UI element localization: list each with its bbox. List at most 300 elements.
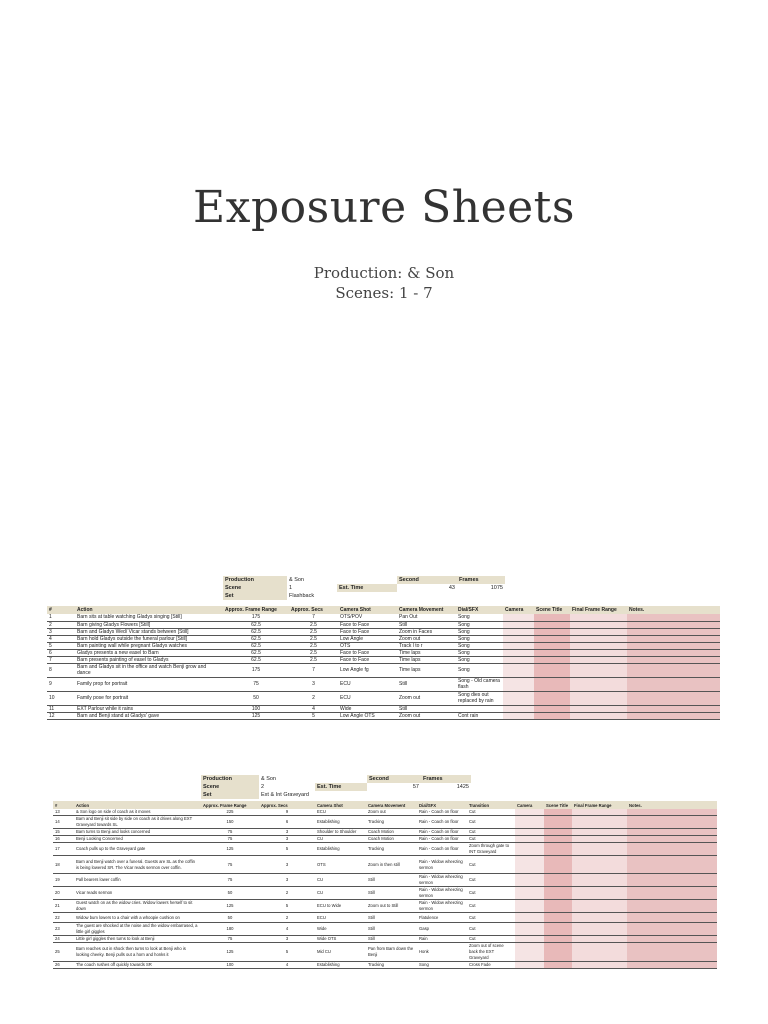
cell-dial-sfx: Song (456, 663, 503, 677)
cell-approx-secs: 5 (289, 712, 338, 719)
cell-approx-secs: 2.5 (289, 649, 338, 656)
table-row (47, 614, 720, 621)
cell-approx-secs: 5 (259, 943, 315, 962)
cell-camera-shot: Face to Face (338, 621, 397, 628)
cell-number: 22 (53, 913, 74, 923)
cell-notes (627, 614, 720, 621)
cell-camera-shot: CU (315, 887, 366, 900)
cell-approx-secs: 2.5 (289, 642, 338, 649)
table-row (53, 874, 717, 887)
cell-scene-title (534, 712, 570, 719)
cell-notes (627, 829, 717, 836)
cell-transition: Cut (467, 816, 515, 829)
cell-action: EXT Parlour while it rains (75, 705, 223, 712)
cell-dial-sfx: Song dies out replaced by rain (456, 691, 503, 705)
cell-approx-frame-range: 62.5 (223, 628, 289, 635)
cell-camera (503, 621, 534, 628)
cell-number: 25 (53, 943, 74, 962)
header-final-frame-range: Final Frame Range (570, 606, 627, 614)
document-title: Exposure Sheets (193, 182, 575, 233)
cell-approx-frame-range: 50 (201, 913, 259, 923)
cell-approx-secs: 2.5 (289, 628, 338, 635)
cell-camera-shot: ECU (338, 691, 397, 705)
cell-scene-title (534, 663, 570, 677)
cell-approx-frame-range: 75 (201, 856, 259, 874)
cell-number: 14 (53, 816, 74, 829)
set-label: Set (201, 791, 259, 799)
set-value: Flashback (287, 592, 337, 600)
cell-number: 9 (47, 677, 75, 691)
cell-camera-shot: OTS (315, 856, 366, 874)
cell-notes (627, 705, 720, 712)
cell-camera-movement: Pan Out (397, 614, 456, 621)
cell-camera-shot: CU (315, 874, 366, 887)
cell-scene-title (544, 836, 572, 843)
table-row (53, 900, 717, 913)
header-number: # (47, 606, 75, 614)
cell-camera-movement: Time laps (397, 663, 456, 677)
production-subtitle: Production: & Son (313, 264, 455, 282)
header-approx-frame-range: Approx. Frame Range (201, 801, 259, 809)
cell-camera (503, 663, 534, 677)
second-label: Second (367, 775, 421, 783)
cell-action: Barn painting wall while pregnant Gladys watches (75, 642, 223, 649)
table-row (53, 843, 717, 856)
cell-camera-movement: Zoom out to Still (366, 900, 417, 913)
header-action: Action (75, 606, 223, 614)
cell-scene-title (544, 943, 572, 962)
cell-approx-frame-range: 62.5 (223, 656, 289, 663)
cell-camera (515, 936, 544, 943)
cell-approx-secs: 9 (259, 809, 315, 816)
cell-number: 8 (47, 663, 75, 677)
cell-action: Coach pulls up to the Graveyard gate (74, 843, 201, 856)
cell-camera-movement: Pan from Barn down the Benji (366, 943, 417, 962)
table-row (47, 712, 720, 719)
cell-action: Barn and Benji watch over a funeral. Guests are SL as the coffin is being lowered SR. The Vicar reads sermon over coffin. (74, 856, 201, 874)
cell-final-frame-range (570, 677, 627, 691)
cell-camera-shot: Face to Face (338, 649, 397, 656)
cell-approx-frame-range: 62.5 (223, 621, 289, 628)
cell-dial-sfx: Cont rain (456, 712, 503, 719)
cell-dial-sfx: Rain - Widow wheezing sermon (417, 900, 467, 913)
cell-camera-shot: ECU to Wide (315, 900, 366, 913)
cell-notes (627, 856, 717, 874)
cell-action: The guest are shocked at the noise and the widow embarrased, a little girl giggles (74, 923, 201, 936)
cell-number: 4 (47, 635, 75, 642)
cell-approx-secs: 2.5 (289, 621, 338, 628)
cell-dial-sfx: Rain - Widow wheezing sermon (417, 887, 467, 900)
header-scene-title: Scene Title (544, 801, 572, 809)
cell-final-frame-range (570, 649, 627, 656)
set-label: Set (223, 592, 287, 600)
cell-camera-movement: Zoom in then still (366, 856, 417, 874)
set-value: Ext & Int Graveyard (259, 791, 315, 799)
cell-camera-shot: Face to Face (338, 656, 397, 663)
cell-camera (503, 635, 534, 642)
cell-approx-secs: 4 (259, 962, 315, 969)
scenes-subtitle: Scenes: 1 - 7 (335, 284, 433, 302)
cell-approx-frame-range: 225 (201, 809, 259, 816)
cell-approx-frame-range: 75 (201, 936, 259, 943)
cell-camera (515, 923, 544, 936)
cell-scene-title (544, 936, 572, 943)
cell-approx-frame-range: 50 (223, 691, 289, 705)
cell-action: Barn and Benji sit side by side on coach as it drives along EXT Graveyard towards SL (74, 816, 201, 829)
cell-camera (515, 962, 544, 969)
cell-action: Barn sits at table watching Gladys singing [Still] (75, 614, 223, 621)
cell-final-frame-range (572, 843, 627, 856)
cell-camera-shot: Low Angle OTS (338, 712, 397, 719)
cell-camera-movement: Time laps (397, 649, 456, 656)
cell-action: Barn reaches out in shock then turns to look at Benji who is looking cheeky. Benji pulls out a horn and honks it (74, 943, 201, 962)
cell-final-frame-range (572, 829, 627, 836)
cell-camera-movement: Still (397, 705, 456, 712)
table-row (47, 621, 720, 628)
table-row (47, 628, 720, 635)
table-row (47, 705, 720, 712)
cell-action: Vicar reads sermon (74, 887, 201, 900)
cell-approx-frame-range: 175 (223, 614, 289, 621)
second-value: 43 (397, 584, 457, 592)
cell-approx-frame-range: 125 (223, 712, 289, 719)
header-approx-frame-range: Approx. Frame Range (223, 606, 289, 614)
cell-notes (627, 836, 717, 843)
cell-approx-secs: 4 (259, 923, 315, 936)
cell-notes (627, 943, 717, 962)
cell-camera-shot: Mid CU (315, 943, 366, 962)
cell-transition: Cross Fade (467, 962, 515, 969)
cell-number: 20 (53, 887, 74, 900)
cell-number: 16 (53, 836, 74, 843)
cell-camera-shot: Low Angle fg (338, 663, 397, 677)
cell-camera-shot: Shoulder to Shoulder (315, 829, 366, 836)
cell-camera-movement: Track l to r (397, 642, 456, 649)
cell-scene-title (544, 856, 572, 874)
cell-scene-title (534, 614, 570, 621)
header-dial-sfx: Dial/SFX (417, 801, 467, 809)
cell-dial-sfx: Rain (417, 936, 467, 943)
cell-dial-sfx: Rain - Coach on floor (417, 816, 467, 829)
cell-approx-secs: 6 (259, 816, 315, 829)
cell-camera-shot: Wide (338, 705, 397, 712)
cell-approx-secs: 7 (289, 614, 338, 621)
cell-approx-frame-range: 175 (223, 663, 289, 677)
cell-final-frame-range (570, 712, 627, 719)
cell-notes (627, 962, 717, 969)
cell-action: Family prop for portrait (75, 677, 223, 691)
cell-camera-movement: Time laps (397, 656, 456, 663)
cell-approx-secs: 5 (259, 900, 315, 913)
cell-final-frame-range (570, 635, 627, 642)
cell-camera (515, 829, 544, 836)
cell-action: Pall bearers lower coffin (74, 874, 201, 887)
cell-notes (627, 691, 720, 705)
cell-notes (627, 642, 720, 649)
scene-label: Scene (201, 783, 259, 791)
header-camera-movement: Camera Movement (397, 606, 456, 614)
cell-number: 12 (47, 712, 75, 719)
cell-approx-frame-range: 100 (223, 705, 289, 712)
table-row (47, 635, 720, 642)
cell-camera-movement: Still (366, 887, 417, 900)
cell-transition: Cut (467, 936, 515, 943)
cell-scene-title (534, 635, 570, 642)
cell-number: 5 (47, 642, 75, 649)
cell-scene-title (534, 656, 570, 663)
header-number: # (53, 801, 74, 809)
cell-number: 26 (53, 962, 74, 969)
cell-approx-frame-range: 62.5 (223, 649, 289, 656)
cell-number: 21 (53, 900, 74, 913)
cell-number: 2 (47, 621, 75, 628)
cell-approx-frame-range: 75 (201, 874, 259, 887)
cell-camera-movement: Still (366, 936, 417, 943)
cell-camera-movement: Still (366, 923, 417, 936)
cell-dial-sfx: Song (456, 635, 503, 642)
cell-final-frame-range (570, 656, 627, 663)
cell-action: Barn and Gladys Wed/ Vicar stands between [Still] (75, 628, 223, 635)
cell-camera-movement: Tracking (366, 962, 417, 969)
cell-action: Barn and Gladys sit in the office and watch Benji grow and dance (75, 663, 223, 677)
cell-approx-frame-range: 62.5 (223, 635, 289, 642)
cell-dial-sfx: Honk (417, 943, 467, 962)
cell-final-frame-range (570, 628, 627, 635)
cell-camera (503, 691, 534, 705)
cell-notes (627, 887, 717, 900)
cell-approx-secs: 3 (259, 829, 315, 836)
second-label: Second (397, 576, 457, 584)
cell-transition: Cut (467, 913, 515, 923)
cell-camera-shot: CU (315, 836, 366, 843)
cell-final-frame-range (570, 642, 627, 649)
cell-approx-secs: 2 (259, 887, 315, 900)
cell-camera (503, 628, 534, 635)
table-row (53, 923, 717, 936)
cell-camera-movement: Coach Motion (366, 829, 417, 836)
cell-dial-sfx: Rain - Widow wheezing sermon (417, 874, 467, 887)
cell-approx-frame-range: 62.5 (223, 642, 289, 649)
cell-action: Guest watch on as the widow cries. Widow lowers herself to sit down (74, 900, 201, 913)
cell-approx-secs: 2.5 (289, 656, 338, 663)
scene1-meta-table (223, 576, 505, 600)
cell-camera (515, 943, 544, 962)
cell-approx-secs: 4 (289, 705, 338, 712)
cell-camera-movement: Still (397, 677, 456, 691)
cell-final-frame-range (572, 856, 627, 874)
cell-dial-sfx: Rain - Coach on floor (417, 809, 467, 816)
cell-scene-title (534, 705, 570, 712)
scene-value: 2 (259, 783, 315, 791)
cell-approx-secs: 5 (259, 843, 315, 856)
table-row (47, 691, 720, 705)
cell-camera-shot: Establishing (315, 843, 366, 856)
cell-dial-sfx: Song (456, 649, 503, 656)
est-time-label: Est. Time (337, 584, 397, 592)
table-row (47, 649, 720, 656)
cell-dial-sfx: Rain - Widow wheezing sermon (417, 856, 467, 874)
cell-dial-sfx: Gasp (417, 923, 467, 936)
cell-final-frame-range (572, 816, 627, 829)
cell-approx-secs: 2 (289, 691, 338, 705)
cell-camera-movement: Still (366, 913, 417, 923)
cell-scene-title (544, 962, 572, 969)
cell-camera-shot: Face to Face (338, 628, 397, 635)
cell-transition: Cut (467, 856, 515, 874)
cell-transition: Cut (467, 829, 515, 836)
cell-dial-sfx: Rain - Coach on floor (417, 843, 467, 856)
cell-camera (515, 887, 544, 900)
cell-camera-shot: ECU (338, 677, 397, 691)
cell-dial-sfx: Song (456, 621, 503, 628)
cell-transition: Cut (467, 836, 515, 843)
cell-dial-sfx: Song (456, 656, 503, 663)
cell-number: 1 (47, 614, 75, 621)
header-dial-sfx: Dial/SFX (456, 606, 503, 614)
cell-transition: Zoom through gate to INT Graveyard (467, 843, 515, 856)
header-camera-movement: Camera Movement (366, 801, 417, 809)
cell-transition: Cut (467, 900, 515, 913)
table-row (47, 677, 720, 691)
cell-dial-sfx: Song (456, 614, 503, 621)
cell-action: Barn hold Gladys outside the funeral parlour [Still] (75, 635, 223, 642)
cell-number: 18 (53, 856, 74, 874)
cell-approx-frame-range: 50 (201, 887, 259, 900)
cell-approx-secs: 3 (259, 856, 315, 874)
cell-transition: Cut (467, 887, 515, 900)
cell-final-frame-range (572, 900, 627, 913)
cell-final-frame-range (572, 962, 627, 969)
cell-camera-movement: Zoom out (397, 712, 456, 719)
cell-transition: Zoom out of scene back the EXT Graveyard (467, 943, 515, 962)
table-row (53, 962, 717, 969)
cell-final-frame-range (570, 691, 627, 705)
cell-camera-shot: ECU (315, 913, 366, 923)
cell-camera-movement: Tracking (366, 843, 417, 856)
cell-approx-secs: 7 (289, 663, 338, 677)
cell-action: Gladys presents a new easel to Barn (75, 649, 223, 656)
cell-scene-title (544, 923, 572, 936)
cell-number: 13 (53, 809, 74, 816)
cell-number: 3 (47, 628, 75, 635)
cell-camera-shot: OTS (338, 642, 397, 649)
cell-scene-title (534, 628, 570, 635)
table-row (47, 642, 720, 649)
cell-dial-sfx: Flatulence (417, 913, 467, 923)
cell-camera (503, 656, 534, 663)
cell-camera (503, 677, 534, 691)
cell-final-frame-range (572, 943, 627, 962)
cell-dial-sfx: Song (456, 642, 503, 649)
cell-dial-sfx: Song (456, 628, 503, 635)
scene2-exposure-table (53, 801, 717, 969)
cell-approx-secs: 3 (289, 677, 338, 691)
cell-scene-title (544, 887, 572, 900)
cell-approx-frame-range: 125 (201, 900, 259, 913)
cell-camera (515, 856, 544, 874)
cell-notes (627, 874, 717, 887)
cell-camera (515, 900, 544, 913)
cell-notes (627, 656, 720, 663)
cell-scene-title (544, 913, 572, 923)
cell-camera (503, 712, 534, 719)
cell-notes (627, 843, 717, 856)
cell-dial-sfx: Rain - Coach on floor (417, 829, 467, 836)
table-row (53, 836, 717, 843)
cell-scene-title (544, 874, 572, 887)
cell-action: Barn and Benji stand at Gladys' gave (75, 712, 223, 719)
cell-dial-sfx: Song (417, 962, 467, 969)
production-label: Production (223, 576, 287, 584)
header-approx-secs: Approx. Secs (289, 606, 338, 614)
cell-camera (503, 649, 534, 656)
cell-final-frame-range (570, 614, 627, 621)
cell-scene-title (534, 677, 570, 691)
cell-approx-frame-range: 100 (201, 962, 259, 969)
table-row (53, 816, 717, 829)
frames-label: Frames (457, 576, 505, 584)
cell-scene-title (544, 843, 572, 856)
cell-camera-shot: Low Angle (338, 635, 397, 642)
cell-scene-title (544, 900, 572, 913)
frames-label: Frames (421, 775, 471, 783)
cell-camera-movement: Tracking (366, 816, 417, 829)
cell-number: 17 (53, 843, 74, 856)
cell-approx-frame-range: 75 (223, 677, 289, 691)
header-camera-shot: Camera Shot (338, 606, 397, 614)
cell-scene-title (544, 829, 572, 836)
cell-notes (627, 900, 717, 913)
cell-approx-secs: 3 (259, 874, 315, 887)
scene-value: 1 (287, 584, 337, 592)
scene2-meta-table (201, 775, 471, 799)
cell-camera (515, 913, 544, 923)
header-final-frame-range: Final Frame Range (572, 801, 627, 809)
cell-action: Barn presents painting of easel to Gladys (75, 656, 223, 663)
cell-camera (515, 836, 544, 843)
cell-approx-frame-range: 150 (201, 816, 259, 829)
table-row (53, 913, 717, 923)
cell-notes (627, 677, 720, 691)
cell-approx-frame-range: 125 (201, 843, 259, 856)
cell-final-frame-range (570, 621, 627, 628)
cell-dial-sfx: Song - Old camera flash (456, 677, 503, 691)
cell-dial-sfx: Rain - Coach on floor (417, 836, 467, 843)
scene1-exposure-table (47, 606, 720, 720)
cell-camera-movement: Still (366, 874, 417, 887)
cell-scene-title (534, 642, 570, 649)
cell-action: Barn turns to Benji and looks concerned (74, 829, 201, 836)
table-row (47, 663, 720, 677)
header-camera-shot: Camera Shot (315, 801, 366, 809)
cell-scene-title (544, 816, 572, 829)
cell-approx-secs: 3 (259, 936, 315, 943)
cell-notes (627, 649, 720, 656)
table-row (53, 936, 717, 943)
cell-notes (627, 913, 717, 923)
cell-action: The coach rushes off quickly towards SR (74, 962, 201, 969)
cell-dial-sfx (456, 705, 503, 712)
cell-camera (503, 614, 534, 621)
production-label: Production (201, 775, 259, 783)
cell-transition: Cut (467, 923, 515, 936)
cell-notes (627, 663, 720, 677)
cell-notes (627, 816, 717, 829)
cell-camera (503, 705, 534, 712)
cell-approx-secs: 2 (259, 913, 315, 923)
cell-camera (515, 874, 544, 887)
cell-camera-movement: Zoom in Faces (397, 628, 456, 635)
